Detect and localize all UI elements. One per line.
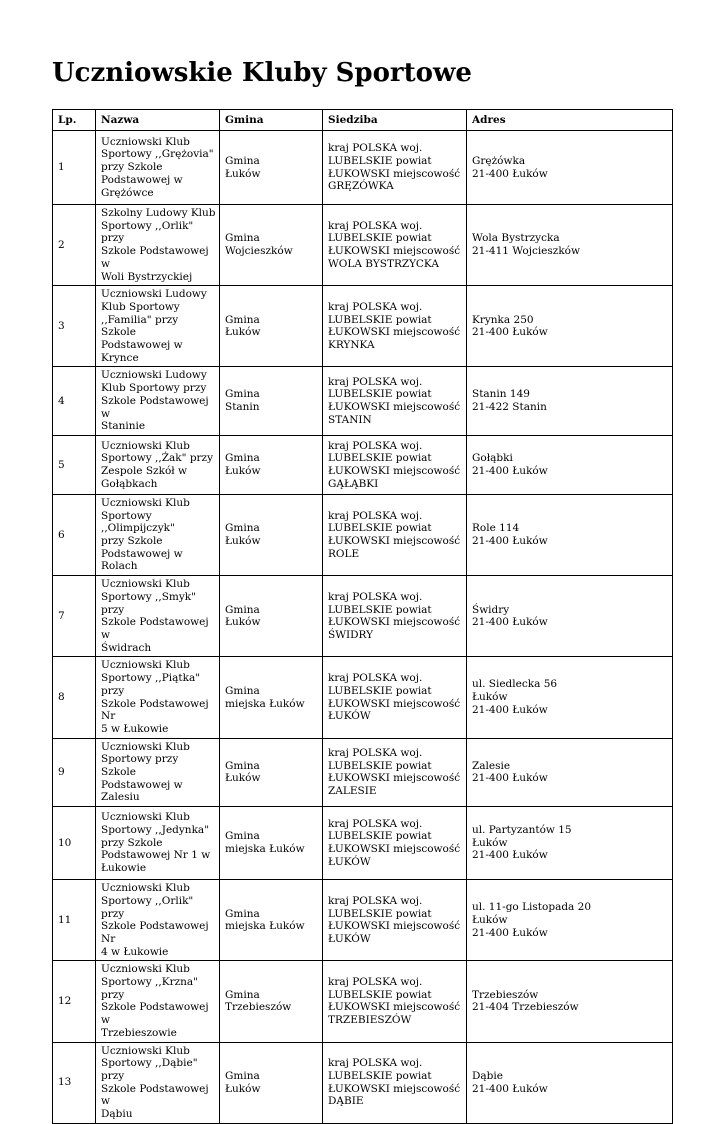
cell-adres: Role 114 21-400 Łuków <box>467 494 673 575</box>
cell-gmina: Gmina Łuków <box>220 576 323 657</box>
cell-siedziba: kraj POLSKA woj. LUBELSKIE powiat ŁUKOWSKI miejscowość ZALESIE <box>323 738 467 807</box>
cell-lp: 12 <box>53 961 96 1042</box>
cell-nazwa: Uczniowski Klub Sportowy ,,Piątka" przy Szkole Podstawowej Nr 5 w Łukowie <box>96 657 220 738</box>
table-row <box>53 435 673 494</box>
cell-lp: 5 <box>53 435 96 494</box>
table-row <box>53 880 673 961</box>
cell-lp: 6 <box>53 494 96 575</box>
header-lp: Lp. <box>53 110 96 131</box>
cell-nazwa: Uczniowski Klub Sportowy ,,Grężovia" przy Szkole Podstawowej w Grężówce <box>96 131 220 205</box>
cell-adres: Zalesie 21-400 Łuków <box>467 738 673 807</box>
cell-adres: ul. Siedlecka 56 Łuków 21-400 Łuków <box>467 657 673 738</box>
header-gmina: Gmina <box>220 110 323 131</box>
cell-adres: Dąbie 21-400 Łuków <box>467 1042 673 1123</box>
cell-nazwa: Uczniowski Klub Sportowy ,,Smyk" przy Szkole Podstawowej w Świdrach <box>96 576 220 657</box>
cell-gmina: Gmina Wojcieszków <box>220 205 323 286</box>
cell-gmina: Gmina Trzebieszów <box>220 961 323 1042</box>
cell-lp: 7 <box>53 576 96 657</box>
cell-nazwa: Uczniowski Klub Sportowy ,,Żak" przy Zespole Szkół w Gołąbkach <box>96 435 220 494</box>
cell-siedziba: kraj POLSKA woj. LUBELSKIE powiat ŁUKOWSKI miejscowość ŚWIDRY <box>323 576 467 657</box>
header-adres: Adres <box>467 110 673 131</box>
cell-adres: Gołąbki 21-400 Łuków <box>467 435 673 494</box>
cell-gmina: Gmina Łuków <box>220 131 323 205</box>
cell-siedziba: kraj POLSKA woj. LUBELSKIE powiat ŁUKOWSKI miejscowość WOLA BYSTRZYCKA <box>323 205 467 286</box>
cell-nazwa: Uczniowski Klub Sportowy ,,Orlik" przy Szkole Podstawowej Nr 4 w Łukowie <box>96 880 220 961</box>
cell-nazwa: Uczniowski Klub Sportowy ,,Jedynka" przy Szkole Podstawowej Nr 1 w Łukowie <box>96 807 220 880</box>
table-row <box>53 576 673 657</box>
table-row <box>53 657 673 738</box>
cell-adres: Wola Bystrzycka 21-411 Wojcieszków <box>467 205 673 286</box>
cell-nazwa: Uczniowski Klub Sportowy ,,Dąbie" przy Szkole Podstawowej w Dąbiu <box>96 1042 220 1123</box>
table-row <box>53 738 673 807</box>
cell-gmina: Gmina miejska Łuków <box>220 880 323 961</box>
table-row <box>53 807 673 880</box>
cell-siedziba: kraj POLSKA woj. LUBELSKIE powiat ŁUKOWSKI miejscowość ROLE <box>323 494 467 575</box>
table-row <box>53 961 673 1042</box>
cell-siedziba: kraj POLSKA woj. LUBELSKIE powiat ŁUKOWSKI miejscowość ŁUKÓW <box>323 657 467 738</box>
cell-siedziba: kraj POLSKA woj. LUBELSKIE powiat ŁUKOWSKI miejscowość DĄBIE <box>323 1042 467 1123</box>
cell-nazwa: Uczniowski Klub Sportowy ,,Olimpijczyk" przy Szkole Podstawowej w Rolach <box>96 494 220 575</box>
table-body <box>53 131 673 1124</box>
cell-adres: ul. 11-go Listopada 20 Łuków 21-400 Łuków <box>467 880 673 961</box>
cell-siedziba: kraj POLSKA woj. LUBELSKIE powiat ŁUKOWSKI miejscowość STANIN <box>323 367 467 436</box>
cell-lp: 4 <box>53 367 96 436</box>
cell-gmina: Gmina miejska Łuków <box>220 657 323 738</box>
cell-lp: 10 <box>53 807 96 880</box>
cell-adres: Grężówka 21-400 Łuków <box>467 131 673 205</box>
cell-adres: Trzebieszów 21-404 Trzebieszów <box>467 961 673 1042</box>
cell-gmina: Gmina Łuków <box>220 494 323 575</box>
cell-siedziba: kraj POLSKA woj. LUBELSKIE powiat ŁUKOWSKI miejscowość KRYNKA <box>323 286 467 367</box>
cell-lp: 1 <box>53 131 96 205</box>
table-row <box>53 1042 673 1123</box>
cell-gmina: Gmina Łuków <box>220 738 323 807</box>
cell-nazwa: Uczniowski Ludowy Klub Sportowy przy Szkole Podstawowej w Staninie <box>96 367 220 436</box>
cell-lp: 9 <box>53 738 96 807</box>
cell-lp: 3 <box>53 286 96 367</box>
cell-siedziba: kraj POLSKA woj. LUBELSKIE powiat ŁUKOWSKI miejscowość GĄŁĄBKI <box>323 435 467 494</box>
header-nazwa: Nazwa <box>96 110 220 131</box>
cell-nazwa: Szkolny Ludowy Klub Sportowy ,,Orlik" przy Szkole Podstawowej w Woli Bystrzyckiej <box>96 205 220 286</box>
cell-siedziba: kraj POLSKA woj. LUBELSKIE powiat ŁUKOWSKI miejscowość ŁUKÓW <box>323 807 467 880</box>
cell-lp: 8 <box>53 657 96 738</box>
cell-gmina: Gmina Łuków <box>220 286 323 367</box>
table-header-row <box>53 110 673 131</box>
cell-lp: 11 <box>53 880 96 961</box>
cell-adres: Świdry 21-400 Łuków <box>467 576 673 657</box>
cell-siedziba: kraj POLSKA woj. LUBELSKIE powiat ŁUKOWSKI miejscowość GRĘZÓWKA <box>323 131 467 205</box>
cell-gmina: Gmina miejska Łuków <box>220 807 323 880</box>
cell-lp: 13 <box>53 1042 96 1123</box>
cell-nazwa: Uczniowski Ludowy Klub Sportowy ,,Familia" przy Szkole Podstawowej w Krynce <box>96 286 220 367</box>
cell-siedziba: kraj POLSKA woj. LUBELSKIE powiat ŁUKOWSKI miejscowość TRZEBIESZÓW <box>323 961 467 1042</box>
cell-nazwa: Uczniowski Klub Sportowy przy Szkole Podstawowej w Zalesiu <box>96 738 220 807</box>
cell-gmina: Gmina Łuków <box>220 435 323 494</box>
cell-siedziba: kraj POLSKA woj. LUBELSKIE powiat ŁUKOWSKI miejscowość ŁUKÓW <box>323 880 467 961</box>
cell-adres: ul. Partyzantów 15 Łuków 21-400 Łuków <box>467 807 673 880</box>
cell-adres: Stanin 149 21-422 Stanin <box>467 367 673 436</box>
table-row <box>53 367 673 436</box>
cell-gmina: Gmina Łuków <box>220 1042 323 1123</box>
cell-nazwa: Uczniowski Klub Sportowy ,,Krzna" przy Szkole Podstawowej w Trzebieszowie <box>96 961 220 1042</box>
table-row <box>53 494 673 575</box>
cell-gmina: Gmina Stanin <box>220 367 323 436</box>
cell-lp: 2 <box>53 205 96 286</box>
clubs-table <box>52 109 673 1124</box>
page-title: Uczniowskie Kluby Sportowe <box>52 58 472 88</box>
table-row <box>53 205 673 286</box>
header-siedziba: Siedziba <box>323 110 467 131</box>
table-row <box>53 131 673 205</box>
table-row <box>53 286 673 367</box>
cell-adres: Krynka 250 21-400 Łuków <box>467 286 673 367</box>
